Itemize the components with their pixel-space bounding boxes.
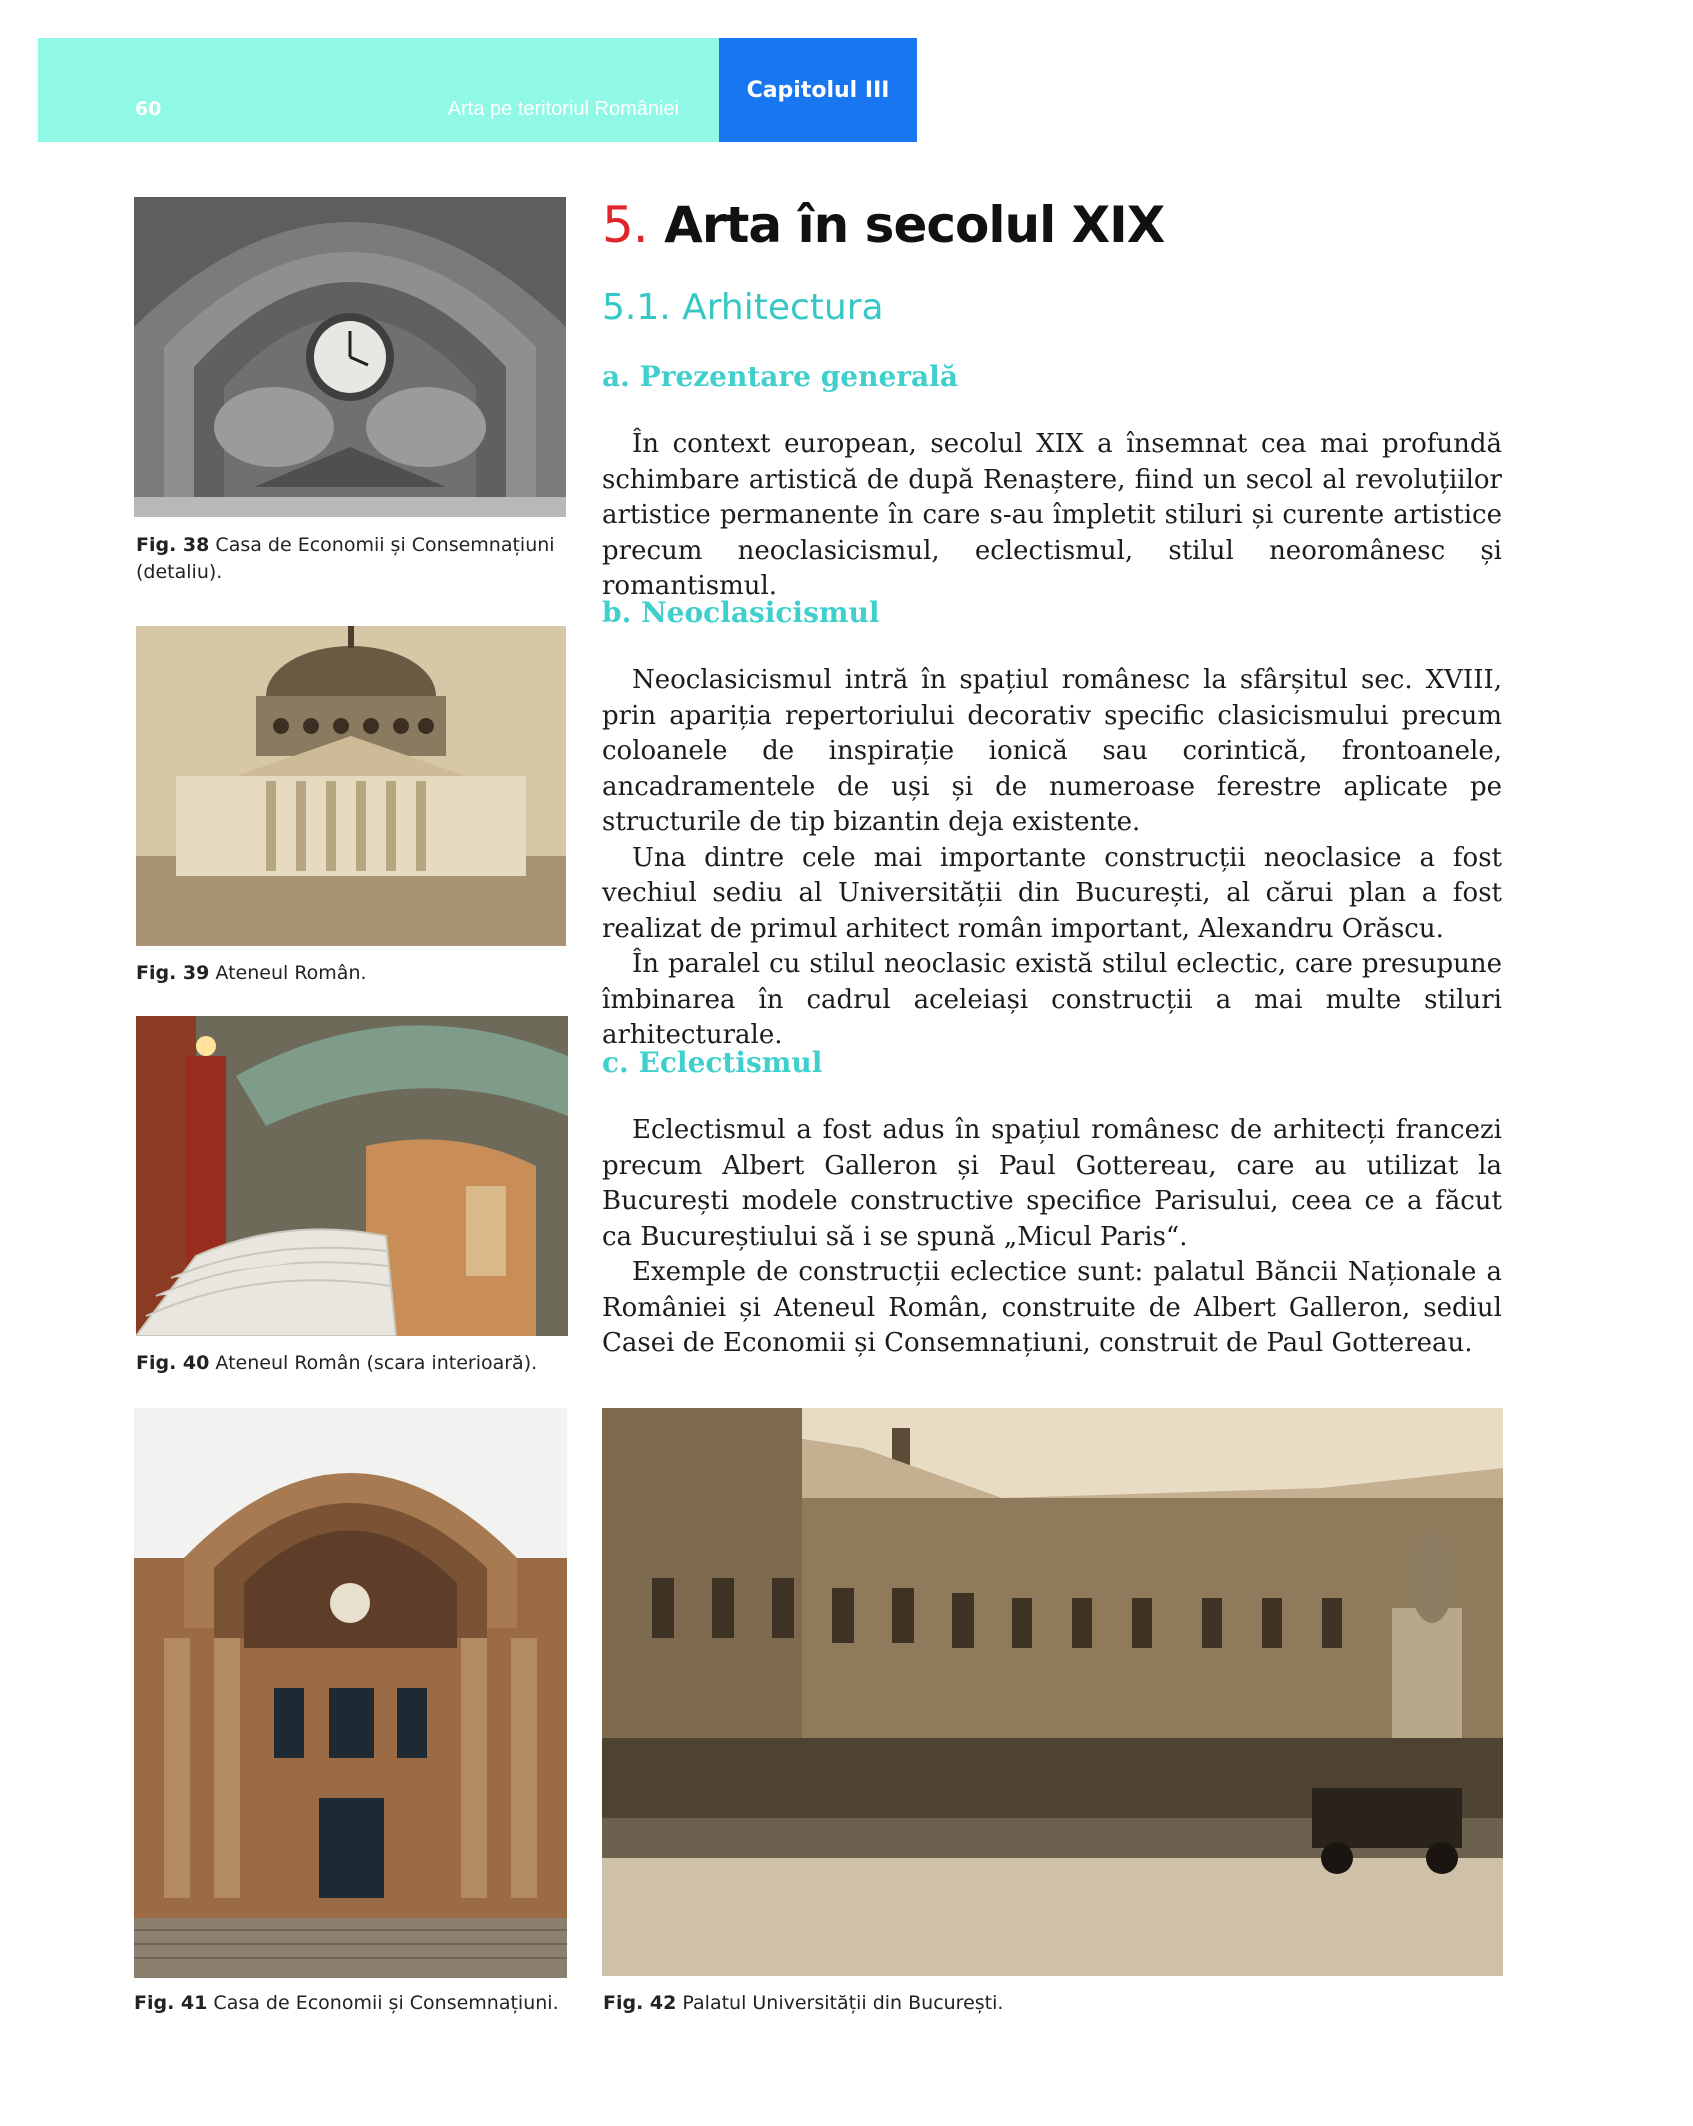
figure-41-label: Fig. 41	[134, 1992, 208, 2014]
figure-41-text: Casa de Economii și Consemnațiuni.	[213, 1992, 559, 2014]
title-number: 5.	[602, 196, 648, 254]
figure-42-caption	[603, 1990, 1203, 2017]
figure-40-caption	[136, 1350, 576, 1377]
figure-42-image	[602, 1408, 1503, 1976]
paragraph: Exemple de construcții eclectice sunt: palatul Băncii Naționale a României și Ateneul Român, construite de Albert Galleron, sediul Casei de Economii și Consemnațiuni, construit de Paul Gottereau.	[602, 1257, 1502, 1358]
subsection-b-body	[602, 663, 1502, 1054]
figure-38-caption	[136, 532, 576, 586]
figure-40-label: Fig. 40	[136, 1352, 210, 1374]
figure-38-text: Casa de Economii și Consemnațiuni (detaliu).	[136, 534, 555, 583]
figure-42-text: Palatul Universității din București.	[682, 1992, 1004, 2014]
chapter-badge: Capitolul III	[719, 38, 917, 142]
fig39-athenaeum	[136, 626, 566, 946]
fig41-cec-palace	[134, 1408, 567, 1978]
figure-40-image	[136, 1016, 568, 1336]
figure-42-label: Fig. 42	[603, 1992, 677, 2014]
subsection-c-body	[602, 1113, 1502, 1362]
subsection-c-heading: c. Eclectismul	[602, 1046, 823, 1079]
figure-39-text: Ateneul Român.	[215, 962, 367, 984]
title-text: Arta în secolul XIX	[664, 196, 1165, 254]
paragraph: Una dintre cele mai importante construcții neoclasice a fost vechiul sediu al Universității din București, al cărui plan a fost realizat de primul arhitect român important, Alexandru Orăscu.	[602, 842, 1502, 944]
figure-39-label: Fig. 39	[136, 962, 210, 984]
figure-38-label: Fig. 38	[136, 534, 210, 556]
subsection-a-body	[602, 427, 1502, 605]
figure-41-caption	[134, 1990, 574, 2017]
figure-38-image	[134, 197, 566, 517]
figure-41-image	[134, 1408, 567, 1978]
subsection-b-heading: b. Neoclasicismul	[602, 596, 880, 629]
paragraph: În context european, secolul XIX a însemnat cea mai profundă schimbare artistică de după Renaștere, fiind un secol al revoluțiilor artistice permanente în care s-au împletit stiluri și curente artistice precum neoclasicismul, eclectismul, stilul neoromânesc și romantismul.	[602, 429, 1502, 601]
paragraph: Neoclasicismul intră în spațiul românesc la sfârșitul sec. XVIII, prin apariția repertoriului decorativ specific clasicismului precum coloanele de inspirație ionică sau corintică, frontoanele, ancadramentele de uși și de numeroase ferestre aplicate pe structurile de tip bizantin deja existente.	[602, 665, 1502, 837]
subsection-a-heading: a. Prezentare generală	[602, 360, 958, 393]
fig42-university-palace	[602, 1408, 1503, 1976]
page-title	[602, 196, 1164, 254]
paragraph: În paralel cu stilul neoclasic există stilul eclectic, care presupune îmbinarea în cadrul aceleiași construcții a mai multe stiluri arhitecturale.	[602, 949, 1502, 1050]
figure-39-caption	[136, 960, 576, 987]
section-heading: 5.1. Arhitectura	[602, 287, 884, 328]
book-title: Arta pe teritoriul României	[447, 98, 679, 120]
figure-40-text: Ateneul Român (scara interioară).	[215, 1352, 538, 1374]
figure-39-image	[136, 626, 566, 946]
page-number: 60	[135, 98, 162, 120]
fig38-clock-relief	[134, 197, 566, 517]
fig40-staircase	[136, 1016, 568, 1336]
paragraph: Eclectismul a fost adus în spațiul românesc de arhitecți francezi precum Albert Galleron și Paul Gottereau, care au utilizat la București modele constructive specifice Parisului, ceea ce a făcut ca Bucureștiului să i se spună „Micul Paris“.	[602, 1115, 1502, 1252]
header-bar	[38, 38, 719, 142]
